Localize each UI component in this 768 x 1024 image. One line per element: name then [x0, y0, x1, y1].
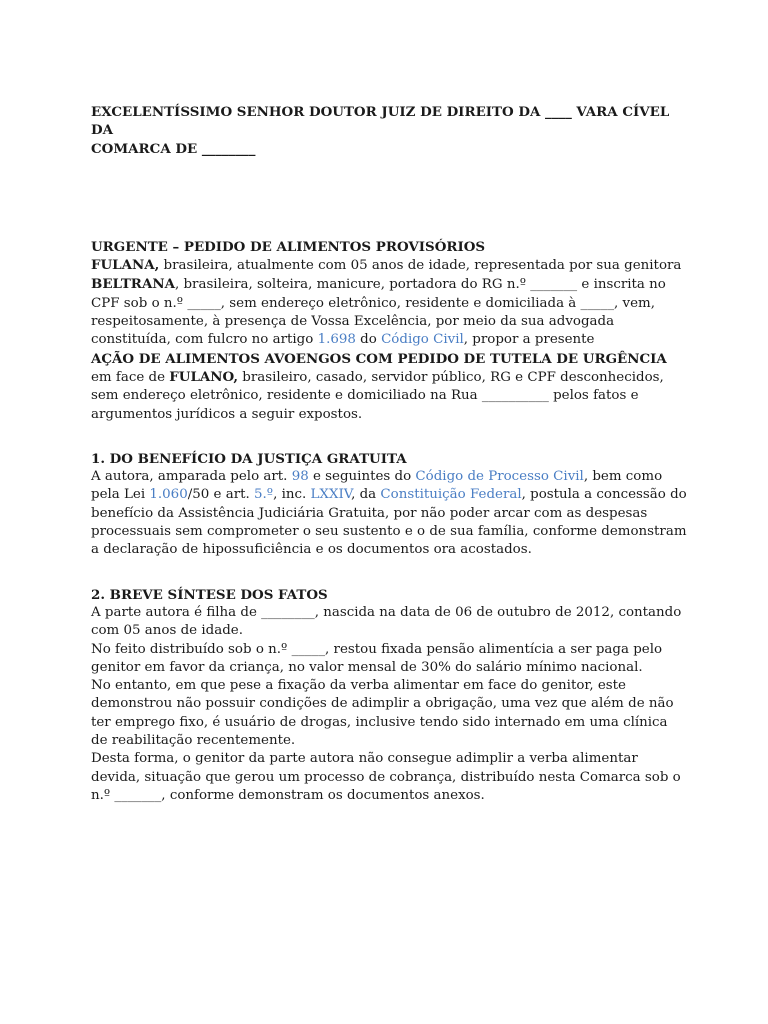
section-spacer: [91, 560, 688, 586]
intro-text-4: , propor a presente: [463, 332, 595, 348]
s1-text-1: A autora, amparada pelo art.: [91, 469, 292, 485]
guardian-name: BELTRANA: [91, 276, 175, 293]
defendant-paragraph: [91, 368, 688, 424]
facts-paragraph-4: Desta forma, o genitor da parte autora não consegue adimplir a verba alimentar devida, situação que gerou um processo de cobrança, distribuído nesta Comarca sob o n.º _______, conforme demonstram os documentos anexos.: [91, 751, 681, 803]
court-header-line2: COMARCA DE ________: [91, 140, 256, 157]
art98-link[interactable]: 98: [291, 469, 309, 485]
facts-paragraph-3: No entanto, em que pese a fixação da verba alimentar em face do genitor, este demonstrou não possuir condições de adimplir a obrigação, uma vez que além de não ter emprego fixo, é usuário de drogas, inclusive tendo sido internado em uma clínica de reabilitação recentemente.: [91, 678, 674, 749]
facts-paragraph-2: No feito distribuído sob o n.º _____, restou fixada pensão alimentícia a ser paga pelo genitor em favor da criança, no valor mensal de 30% do salário mínimo nacional.: [91, 641, 663, 675]
intro-text-2: , brasileira, solteira, manicure, portadora do RG n.º _______ e inscrita no CPF sob o n.º _____, sem endereço eletrônico, residente e domiciliada à _____, vem, respeitosamente, à presença de Vossa Excelência, por meio da sua advogada constituída, com fulcro no artigo: [91, 277, 666, 348]
defendant-text-2: brasileiro, casado, servidor público, RG e CPF desconhecidos, sem endereço eletrônico, residente e domiciliado na Rua __________ pelos fatos e argumentos jurídicos a seguir expostos.: [91, 369, 664, 422]
defendant-text-1: em face de: [91, 369, 170, 385]
intro-text-3: do: [355, 332, 382, 348]
court-header-line1: EXCELENTÍSSIMO SENHOR DOUTOR JUIZ DE DIREITO DA ____ VARA CÍVEL DA: [91, 104, 670, 139]
section-spacer: [91, 424, 688, 450]
section1-paragraph: [91, 468, 688, 559]
civil-code-link[interactable]: Código Civil: [381, 332, 464, 348]
urgent-title: URGENTE – PEDIDO DE ALIMENTOS PROVISÓRIOS: [91, 238, 486, 255]
art5-link[interactable]: 5.º: [254, 487, 274, 503]
defendant-name: FULANO,: [169, 368, 239, 385]
document-body: [91, 103, 688, 805]
s1-text-6: , da: [351, 487, 381, 503]
intro-text-1: brasileira, atualmente com 05 anos de idade, representada por sua genitora: [159, 258, 682, 274]
facts-paragraph-1: A parte autora é filha de ________, nascida na data de 06 de outubro de 2012, contando com 05 anos de idade.: [91, 604, 682, 639]
header-spacer: [91, 158, 688, 238]
section2-title: 2. BREVE SÍNTESE DOS FATOS: [91, 586, 328, 603]
plaintiff-name: FULANA,: [91, 257, 160, 274]
s1-text-7: , postula a concessão do benefício da Assistência Judiciária Gratuita, por não poder arcar com as despesas processuais sem comprometer o seu sustento e o de sua família, conforme demonstram a declaração de hipossuficiência e os documentos ora acostados.: [91, 487, 687, 558]
court-header: [91, 103, 688, 158]
intro-paragraph: [91, 256, 688, 349]
lxxiv-link[interactable]: LXXIV: [310, 487, 352, 503]
s1-text-2: e seguintes do: [308, 469, 416, 485]
s1-text-4: /50 e art.: [187, 487, 254, 503]
article-link[interactable]: 1.698: [317, 332, 356, 348]
constitution-link[interactable]: Constituição Federal: [380, 487, 522, 503]
s1-text-3: , bem como pela Lei: [91, 469, 663, 503]
cpc-link[interactable]: Código de Processo Civil: [415, 469, 584, 485]
law-1060-link[interactable]: 1.060: [149, 487, 188, 503]
section1-title: 1. DO BENEFÍCIO DA JUSTIÇA GRATUITA: [91, 450, 407, 467]
s1-text-5: , inc.: [273, 487, 311, 503]
action-title: AÇÃO DE ALIMENTOS AVOENGOS COM PEDIDO DE TUTELA DE URGÊNCIA: [91, 350, 667, 367]
